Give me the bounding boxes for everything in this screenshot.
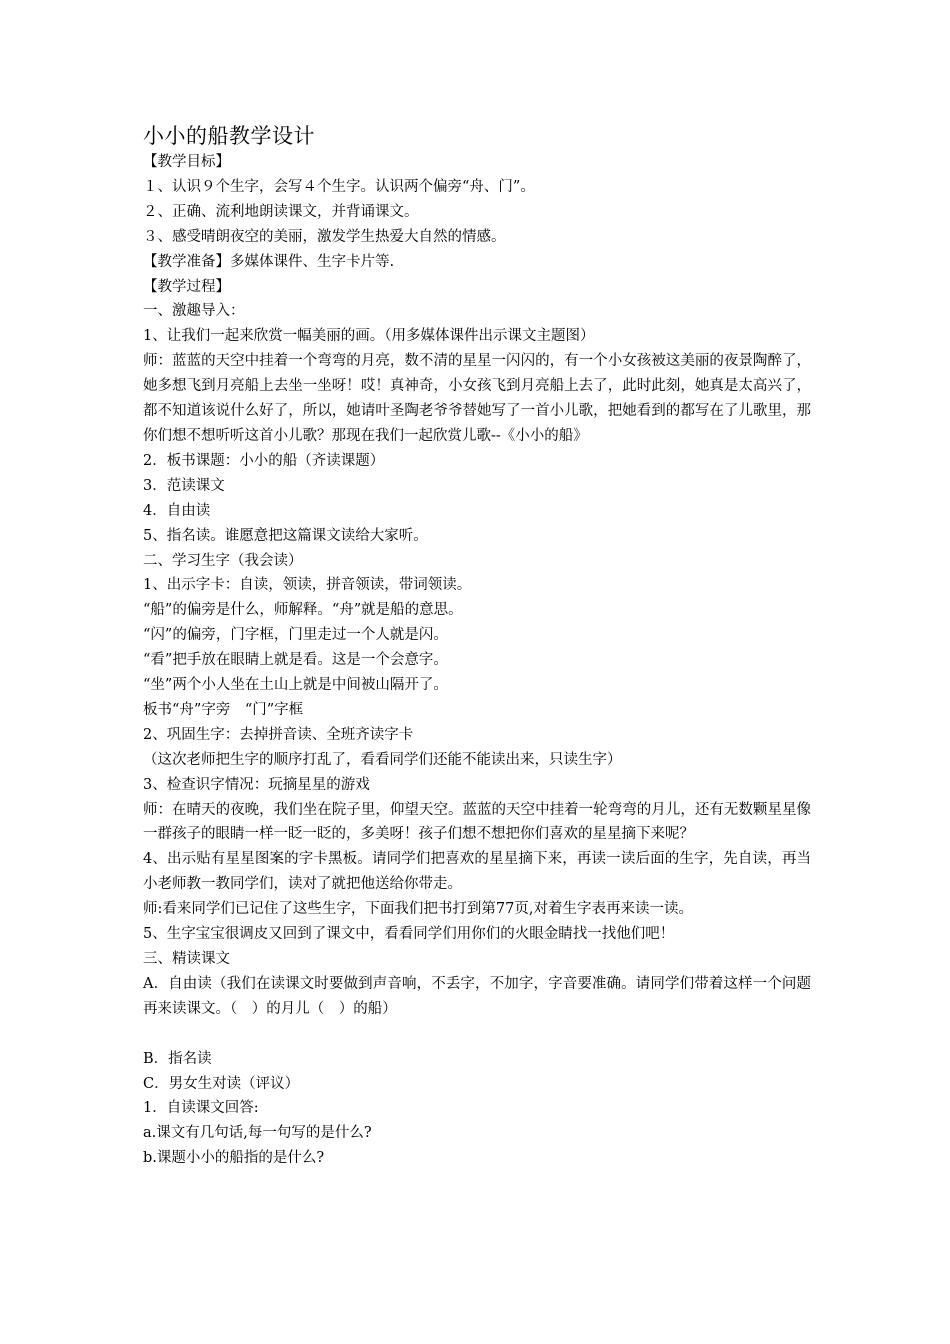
- question-item: a.课文有几句话,每一句写的是什么?: [143, 1125, 372, 1142]
- step-text: “看”把手放在眼睛上就是看。这是一个会意字。: [143, 652, 448, 669]
- step-text: 4．自由读: [143, 502, 211, 519]
- section-heading: 三、精读课文: [143, 951, 230, 967]
- step-text: 3．范读课文: [143, 477, 225, 494]
- step-text: C．男女生对读（评议）: [143, 1075, 300, 1092]
- step-paragraph: 4、出示贴有星星图案的字卡黑板。请同学们把喜欢的星星摘下来，再读一读后面的生字，先自读，再当小老师教一教同学们，读对了就把他送给你带走。: [143, 851, 811, 893]
- step-text: （这次老师把生字的顺序打乱了，看看同学们还能不能读出来，只读生字）: [143, 751, 622, 768]
- step-text: 3、检查识字情况：玩摘星星的游戏: [143, 776, 370, 793]
- step-text: 1、出示字卡：自读，领读，拼音领读，带词领读。: [143, 577, 472, 594]
- goals-heading: 【教学目标】: [143, 154, 230, 170]
- question-item: b.课题小小的船指的是什么?: [143, 1150, 325, 1167]
- goal-item: ２、正确、流利地朗读课文，并背诵课文。: [143, 203, 419, 220]
- document-body: [143, 120, 811, 1171]
- step-text: 1．自读课文回答:: [143, 1100, 259, 1117]
- goal-item: ３、感受晴朗夜空的美丽，激发学生热爱大自然的情感。: [143, 228, 506, 245]
- step-text: 板书“舟”字旁 “门”字框: [143, 701, 304, 718]
- goal-item: １、认识９个生字，会写４个生字。认识两个偏旁“舟、门”。: [143, 178, 535, 195]
- document-title: 小小的船教学设计: [143, 124, 315, 148]
- step-text: 2、巩固生字：去掉拼音读、全班齐读字卡: [143, 726, 414, 743]
- step-paragraph: A．自由读（我们在读课文时要做到声音响，不丢字，不加字，字音要准确。请同学们带着这样一个问题再来读课文。（ ）的月儿（ ）的船）: [143, 975, 811, 1017]
- step-text: “闪”的偏旁，门字框，门里走过一个人就是闪。: [143, 627, 448, 644]
- step-text: B．指名读: [143, 1050, 212, 1067]
- step-text: “坐”两个小人坐在土山上就是中间被山隔开了。: [143, 677, 448, 694]
- section-heading: 一、激趣导入：: [143, 303, 245, 320]
- step-text: 5、生字宝宝很调皮又回到了课文中，看看同学们用你们的火眼金睛找一找他们吧！: [143, 926, 675, 943]
- process-heading: 【教学过程】: [143, 278, 230, 295]
- blank-line: [143, 1022, 811, 1047]
- step-text: 1、让我们一起来欣赏一幅美丽的画。（用多媒体课件出示课文主题图）: [143, 328, 595, 345]
- teacher-paragraph: 师：蓝蓝的天空中挂着一个弯弯的月亮，数不清的星星一闪闪的，有一个小女孩被这美丽的夜景陶醉了，她多想飞到月亮船上去坐一坐呀！哎！真神奇，小女孩飞到月亮船上去了，此时此刻，她真是太高兴了，都不知道该说什么好了，所以，她请叶圣陶老爷爷替她写了一首小儿歌，把她看到的都写在了儿歌里，那你们想不想听听这首小儿歌？那现在我们一起欣赏儿歌--《小小的船》: [143, 353, 811, 444]
- step-text: 2．板书课题：小小的船（齐读课题）: [143, 452, 385, 469]
- teacher-line: 师:看来同学们已记住了这些生字，下面我们把书打到第77页,对着生字表再来读一读。: [143, 901, 693, 918]
- preparation: 【教学准备】多媒体课件、生字卡片等.: [143, 253, 395, 270]
- teacher-paragraph: 师：在晴天的夜晚，我们坐在院子里，仰望天空。蓝蓝的天空中挂着一轮弯弯的月儿，还有无数颗星星像一群孩子的眼睛一样一眨一眨的，多美呀！孩子们想不想把你们喜欢的星星摘下来呢？: [143, 801, 811, 843]
- step-text: 5、指名读。谁愿意把这篇课文读给大家听。: [143, 527, 428, 544]
- step-text: “船”的偏旁是什么，师解释。“舟”就是船的意思。: [143, 602, 463, 619]
- section-heading: 二、学习生字（我会读）: [143, 552, 303, 569]
